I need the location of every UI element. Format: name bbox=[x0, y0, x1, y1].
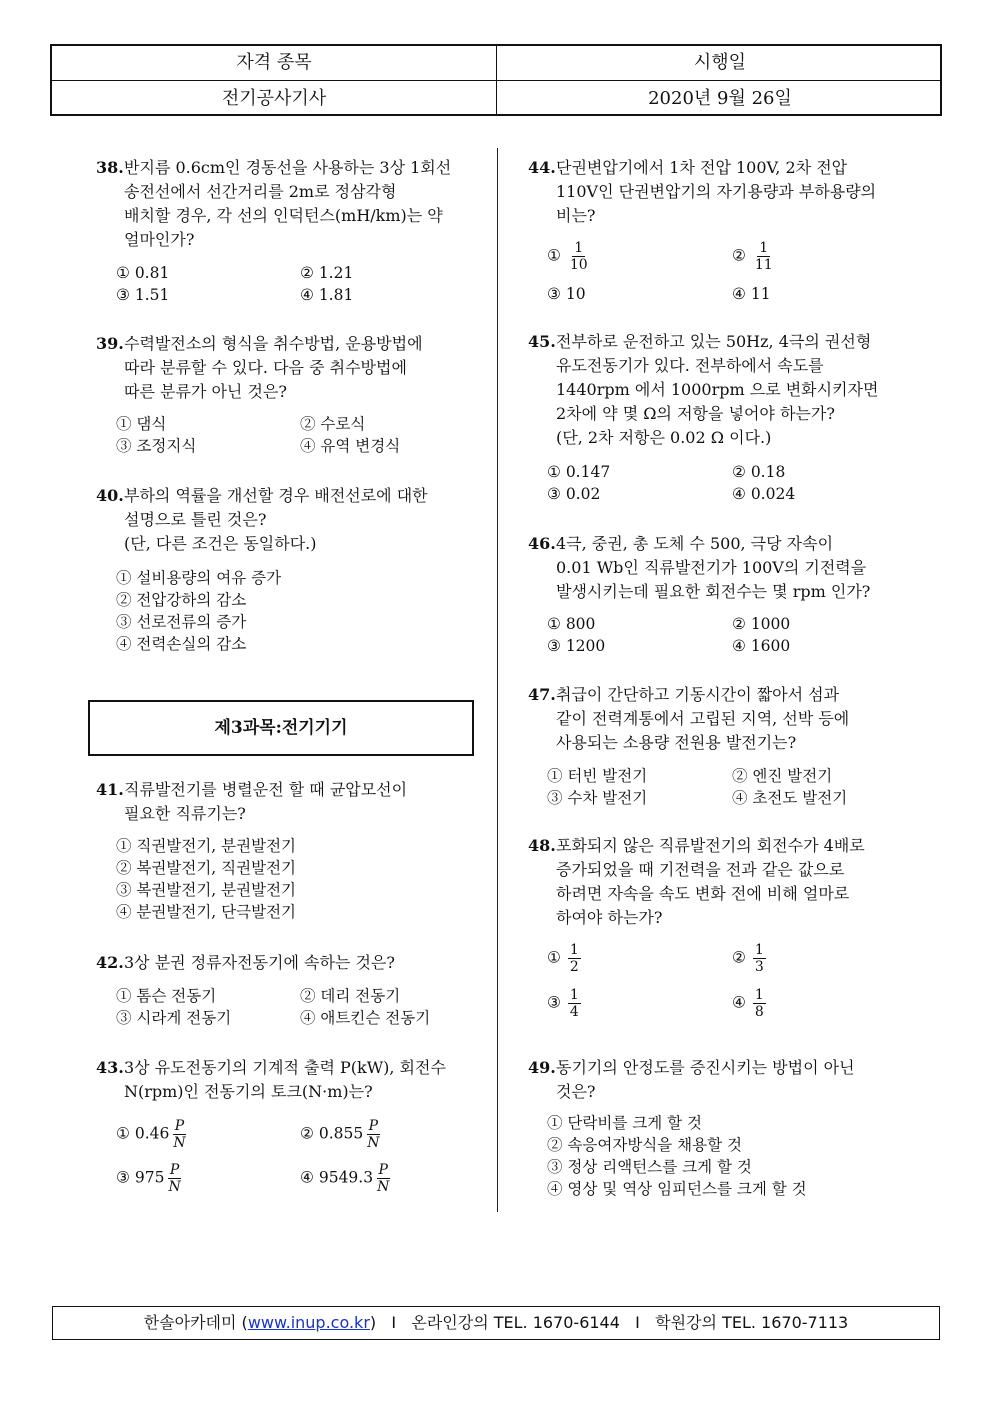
question-text: 따른 분류가 아닌 것은? bbox=[124, 382, 287, 401]
option-4[interactable] bbox=[732, 283, 771, 305]
question-text: 하려면 자속을 속도 변화 전에 비해 얼마로 bbox=[556, 884, 850, 903]
option-mark: ② bbox=[732, 948, 746, 967]
question-text: 비는? bbox=[556, 206, 596, 225]
question-44 bbox=[528, 156, 918, 228]
question-number: 43. bbox=[96, 1058, 124, 1077]
question-number: 44. bbox=[528, 158, 556, 177]
question-number: 39. bbox=[96, 334, 124, 353]
option-3[interactable] bbox=[116, 1162, 183, 1195]
option-2[interactable]: ② 엔진 발전기 bbox=[732, 767, 833, 785]
cert-type-value: 전기공사기사 bbox=[221, 88, 327, 109]
option-1[interactable]: ① 800 bbox=[547, 615, 596, 633]
fraction bbox=[568, 240, 590, 273]
question-text: (단, 2차 저항은 0.02 Ω 이다.) bbox=[556, 428, 772, 447]
header-row-divider bbox=[52, 80, 940, 81]
numerator: 1 bbox=[754, 987, 764, 1003]
option-3[interactable]: ③ 0.02 bbox=[547, 485, 601, 503]
option-coefficient: 0.46 bbox=[134, 1124, 170, 1143]
option-coefficient: 0.855 bbox=[318, 1124, 364, 1143]
option-1[interactable] bbox=[547, 942, 581, 975]
question-number: 46. bbox=[528, 534, 556, 553]
option-coefficient: 9549.3 bbox=[318, 1168, 374, 1187]
option-2[interactable]: ② 0.18 bbox=[732, 463, 786, 481]
option-3[interactable] bbox=[547, 987, 581, 1020]
option-mark: ① bbox=[547, 246, 561, 265]
fraction bbox=[375, 1162, 391, 1195]
option-1[interactable]: ① 댐식 bbox=[116, 415, 167, 433]
fraction bbox=[753, 987, 766, 1020]
question-41 bbox=[96, 778, 486, 826]
option-mark: ② bbox=[300, 1124, 314, 1143]
option-4[interactable]: ④ 애트킨슨 전동기 bbox=[300, 1009, 431, 1027]
question-text: N(rpm)인 전동기의 토크(N·m)는? bbox=[124, 1082, 373, 1101]
question-text: 3상 유도전동기의 기계적 출력 P(kW), 회전수 bbox=[124, 1058, 446, 1077]
question-text: 부하의 역률을 개선할 경우 배전선로에 대한 bbox=[124, 486, 428, 505]
denominator: 2 bbox=[569, 959, 579, 975]
option-3[interactable]: ③ 수차 발전기 bbox=[547, 789, 648, 807]
option-4[interactable]: ④ 전력손실의 감소 bbox=[116, 635, 247, 653]
question-text: 4극, 중권, 총 도체 수 500, 극당 자속이 bbox=[556, 534, 834, 553]
question-number: 48. bbox=[528, 836, 556, 855]
denominator: N bbox=[173, 1135, 186, 1151]
footer-contact: ) I 온라인강의 TEL. 1670-6144 I 학원강의 TEL. 1670-7113 bbox=[369, 1313, 849, 1332]
option-2[interactable]: ② 수로식 bbox=[300, 415, 366, 433]
denominator: 3 bbox=[754, 959, 764, 975]
question-text: 3상 분권 정류자전동기에 속하는 것은? bbox=[124, 953, 395, 972]
question-text: 단권변압기에서 1차 전압 100V, 2차 전압 bbox=[556, 158, 848, 177]
fraction bbox=[568, 987, 581, 1020]
question-text: 것은? bbox=[556, 1082, 596, 1101]
footer-bar bbox=[52, 1306, 940, 1340]
option-4[interactable]: ④ 0.024 bbox=[732, 485, 796, 503]
option-4[interactable]: ④ 1.81 bbox=[300, 286, 354, 304]
question-text: (단, 다른 조건은 동일하다.) bbox=[124, 534, 317, 553]
fraction bbox=[166, 1162, 182, 1195]
option-1[interactable]: ① 단락비를 크게 할 것 bbox=[547, 1114, 702, 1132]
question-text: 전부하로 운전하고 있는 50Hz, 4극의 권선형 bbox=[556, 332, 872, 351]
denominator: N bbox=[377, 1179, 390, 1195]
option-1[interactable]: ① 설비용량의 여유 증가 bbox=[116, 569, 282, 587]
option-mark: ② bbox=[732, 246, 746, 265]
numerator: P bbox=[174, 1118, 185, 1134]
cert-type-label: 자격 종목 bbox=[236, 52, 312, 73]
denominator: 10 bbox=[569, 257, 588, 273]
option-2[interactable]: ② 1000 bbox=[732, 615, 791, 633]
option-3[interactable]: ③ 선로전류의 증가 bbox=[116, 613, 247, 631]
option-1[interactable] bbox=[547, 240, 590, 273]
question-text: 필요한 직류기는? bbox=[124, 804, 246, 823]
option-1[interactable]: ① 0.81 bbox=[116, 264, 170, 282]
denominator: 4 bbox=[569, 1004, 579, 1020]
question-number: 38. bbox=[96, 158, 124, 177]
question-47 bbox=[528, 683, 928, 755]
option-1[interactable]: ① 직권발전기, 분권발전기 bbox=[116, 837, 297, 855]
denominator: N bbox=[168, 1179, 181, 1195]
website-link[interactable]: www.inup.co.kr bbox=[247, 1313, 370, 1332]
exam-date-label: 시행일 bbox=[693, 52, 747, 73]
question-number: 49. bbox=[528, 1058, 556, 1077]
question-text: 취급이 간단하고 기동시간이 짧아서 섬과 bbox=[556, 685, 840, 704]
question-text: 사용되는 소용량 전원용 발전기는? bbox=[556, 733, 797, 752]
question-45 bbox=[528, 330, 928, 450]
option-2[interactable] bbox=[300, 1118, 381, 1151]
question-text: 송전선에서 선간거리를 2m로 정삼각형 bbox=[124, 182, 397, 201]
option-2[interactable]: ② 데리 전동기 bbox=[300, 987, 401, 1005]
option-mark: ④ bbox=[300, 1168, 314, 1187]
option-4[interactable]: ④ 1600 bbox=[732, 637, 791, 655]
question-text: 따라 분류할 수 있다. 다음 중 취수방법에 bbox=[124, 358, 407, 377]
option-4[interactable]: ④ 유역 변경식 bbox=[300, 437, 401, 455]
option-mark: ① bbox=[547, 948, 561, 967]
question-48 bbox=[528, 834, 928, 930]
question-39 bbox=[96, 332, 486, 404]
option-mark: ④ bbox=[732, 285, 746, 303]
denominator: 8 bbox=[754, 1004, 764, 1020]
option-2[interactable] bbox=[732, 240, 775, 273]
option-2[interactable]: ② 1.21 bbox=[300, 264, 354, 282]
fraction bbox=[568, 942, 581, 975]
option-3[interactable]: ③ 정상 리액턴스를 크게 할 것 bbox=[547, 1158, 752, 1176]
question-38 bbox=[96, 156, 486, 252]
question-text: 반지름 0.6cm인 경동선을 사용하는 3상 1회선 bbox=[124, 158, 452, 177]
question-text: 발생시키는데 필요한 회전수는 몇 rpm 인가? bbox=[556, 582, 871, 601]
option-coefficient: 975 bbox=[134, 1168, 165, 1187]
option-3[interactable]: ③ 1200 bbox=[547, 637, 606, 655]
numerator: P bbox=[378, 1162, 388, 1178]
numerator: P bbox=[169, 1162, 180, 1178]
question-text: 하여야 하는가? bbox=[556, 908, 663, 927]
fraction bbox=[171, 1118, 187, 1151]
denominator: N bbox=[367, 1135, 380, 1151]
question-number: 47. bbox=[528, 685, 556, 704]
numerator: 1 bbox=[759, 240, 769, 256]
option-text: 10 bbox=[565, 285, 586, 303]
fraction bbox=[753, 240, 775, 273]
option-2[interactable]: ② 복권발전기, 직권발전기 bbox=[116, 859, 297, 877]
question-text: 110V인 단권변압기의 자기용량과 부하용량의 bbox=[556, 182, 877, 201]
question-number: 45. bbox=[528, 332, 556, 351]
question-number: 40. bbox=[96, 486, 124, 505]
option-3[interactable] bbox=[547, 283, 586, 305]
footer-prefix: 한솔아카데미 ( bbox=[143, 1313, 248, 1332]
option-2[interactable] bbox=[732, 942, 766, 975]
question-number: 41. bbox=[96, 780, 124, 799]
option-mark: ③ bbox=[547, 285, 561, 303]
header-table bbox=[50, 44, 942, 116]
option-mark: ③ bbox=[547, 993, 561, 1012]
fraction bbox=[753, 942, 766, 975]
option-1[interactable]: ① 톰슨 전동기 bbox=[116, 987, 217, 1005]
question-text: 0.01 Wb인 직류발전기가 100V의 기전력을 bbox=[556, 558, 867, 577]
exam-date-value: 2020년 9월 26일 bbox=[648, 88, 792, 109]
denominator: 11 bbox=[754, 257, 773, 273]
question-text: 동기기의 안정도를 증진시키는 방법이 아닌 bbox=[556, 1058, 855, 1077]
question-text: 얼마인가? bbox=[124, 230, 195, 249]
question-text: 수력발전소의 형식을 취수방법, 운용방법에 bbox=[124, 334, 423, 353]
question-text: 직류발전기를 병렬운전 할 때 균압모선이 bbox=[124, 780, 408, 799]
question-text: 포화되지 않은 직류발전기의 회전수가 4배로 bbox=[556, 836, 865, 855]
question-text: 2차에 약 몇 Ω의 저항을 넣어야 하는가? bbox=[556, 404, 835, 423]
option-4[interactable]: ④ 초전도 발전기 bbox=[732, 789, 848, 807]
question-text: 설명으로 틀린 것은? bbox=[124, 510, 267, 529]
option-1[interactable] bbox=[116, 1118, 188, 1151]
option-3[interactable]: ③ 1.51 bbox=[116, 286, 170, 304]
option-mark: ④ bbox=[732, 993, 746, 1012]
option-2[interactable]: ② 전압강하의 감소 bbox=[116, 591, 247, 609]
option-mark: ① bbox=[116, 1124, 130, 1143]
question-text: 같이 전력계통에서 고립된 지역, 선박 등에 bbox=[556, 709, 850, 728]
option-4[interactable] bbox=[300, 1162, 391, 1195]
numerator: P bbox=[368, 1118, 379, 1134]
numerator: 1 bbox=[574, 240, 584, 256]
numerator: 1 bbox=[754, 942, 764, 958]
question-49 bbox=[528, 1056, 928, 1104]
section-title: 제3과목:전기기기 bbox=[88, 700, 474, 756]
option-4[interactable]: ④ 분권발전기, 단극발전기 bbox=[116, 903, 297, 921]
option-text: 11 bbox=[750, 285, 771, 303]
column-divider bbox=[497, 148, 498, 1212]
question-text: 1440rpm 에서 1000rpm 으로 변화시키자면 bbox=[556, 380, 879, 399]
option-mark: ③ bbox=[116, 1168, 130, 1187]
question-46 bbox=[528, 532, 928, 604]
option-3[interactable]: ③ 조정지식 bbox=[116, 437, 197, 455]
fraction bbox=[365, 1118, 381, 1151]
option-1[interactable]: ① 터빈 발전기 bbox=[547, 767, 648, 785]
question-text: 배치할 경우, 각 선의 인덕턴스(mH/km)는 약 bbox=[124, 206, 443, 225]
question-text: 증가되었을 때 기전력을 전과 같은 값으로 bbox=[556, 860, 845, 879]
option-4[interactable] bbox=[732, 987, 766, 1020]
question-number: 42. bbox=[96, 953, 124, 972]
option-2[interactable]: ② 속응여자방식을 채용할 것 bbox=[547, 1136, 742, 1154]
option-3[interactable]: ③ 시라게 전동기 bbox=[116, 1009, 232, 1027]
question-text: 유도전동기가 있다. 전부하에서 속도를 bbox=[556, 356, 824, 375]
question-42 bbox=[96, 951, 486, 975]
option-3[interactable]: ③ 복권발전기, 분권발전기 bbox=[116, 881, 297, 899]
numerator: 1 bbox=[569, 987, 579, 1003]
option-4[interactable]: ④ 영상 및 역상 임피던스를 크게 할 것 bbox=[547, 1180, 807, 1198]
question-40 bbox=[96, 484, 486, 556]
option-1[interactable]: ① 0.147 bbox=[547, 463, 611, 481]
numerator: 1 bbox=[569, 942, 579, 958]
question-43 bbox=[96, 1056, 488, 1104]
